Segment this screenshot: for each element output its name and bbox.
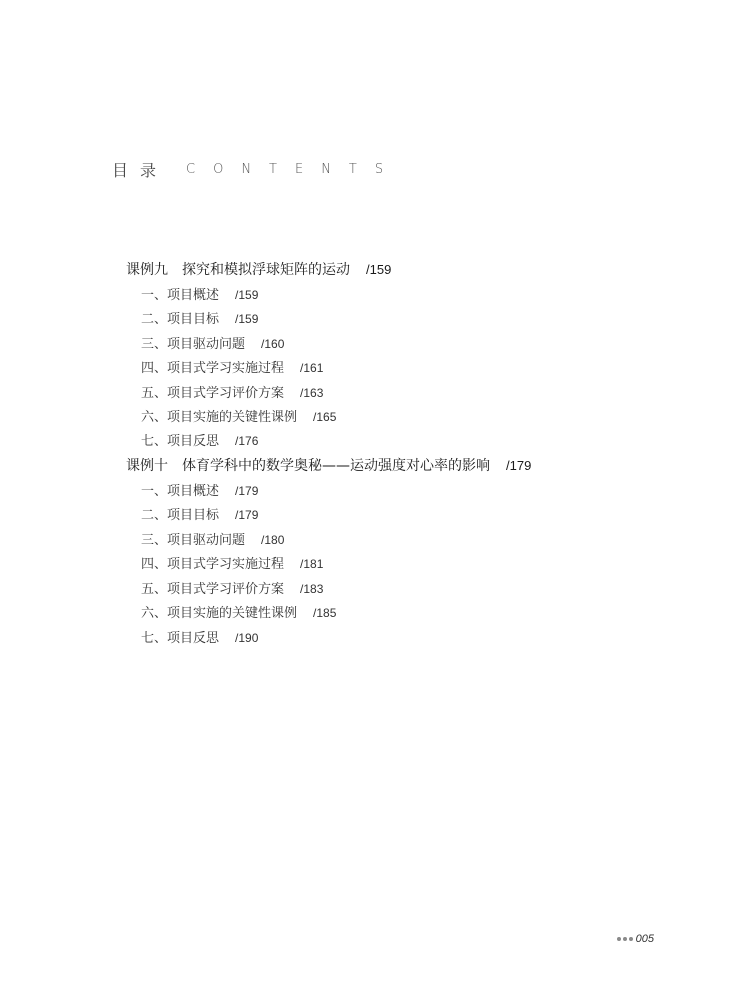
chapter-page-number: /179 [506, 458, 532, 473]
section-title: 二、项目目标 [141, 508, 220, 523]
section-title: 四、项目式学习实施过程 [141, 361, 285, 376]
toc-section-entry[interactable] [141, 358, 323, 378]
section-title: 三、项目驱动问题 [141, 533, 246, 548]
chapter-title: 课例九 探究和模拟浮球矩阵的运动 [126, 262, 350, 278]
chapter-page-number: /159 [366, 262, 392, 277]
toc-chapter-entry[interactable] [126, 260, 391, 280]
section-title: 七、项目反思 [141, 434, 220, 449]
toc-section-entry[interactable] [141, 383, 323, 403]
section-title: 三、项目驱动问题 [141, 337, 246, 352]
section-title: 七、项目反思 [141, 631, 220, 646]
section-page-number: /161 [300, 361, 324, 375]
chapter-title: 课例十 体育学科中的数学奥秘——运动强度对心率的影响 [126, 458, 490, 474]
section-title: 一、项目概述 [141, 288, 220, 303]
toc-section-entry[interactable] [141, 431, 258, 451]
section-page-number: /181 [300, 557, 324, 571]
toc-section-entry[interactable] [141, 309, 258, 329]
toc-title-chinese: 目录 [112, 160, 169, 180]
toc-section-entry[interactable] [141, 334, 284, 354]
section-title: 一、项目概述 [141, 484, 220, 499]
section-title: 四、项目式学习实施过程 [141, 557, 285, 572]
toc-section-entry[interactable] [141, 530, 284, 550]
section-page-number: /183 [300, 582, 324, 596]
section-page-number: /179 [235, 508, 259, 522]
toc-header [112, 158, 401, 180]
section-page-number: /179 [235, 484, 259, 498]
decorative-dots-icon [617, 937, 633, 941]
section-title: 五、项目式学习评价方案 [141, 582, 285, 597]
section-title: 二、项目目标 [141, 312, 220, 327]
toc-section-entry[interactable] [141, 628, 258, 648]
toc-title-english: CONTENTS [186, 161, 402, 177]
toc-chapter-entry[interactable] [126, 456, 531, 476]
section-page-number: /159 [235, 312, 259, 326]
section-page-number: /159 [235, 288, 259, 302]
toc-section-entry[interactable] [141, 505, 258, 525]
section-page-number: /176 [235, 434, 259, 448]
section-page-number: /185 [313, 606, 337, 620]
section-page-number: /163 [300, 386, 324, 400]
page-number: 005 [635, 933, 654, 945]
toc-section-entry[interactable] [141, 554, 323, 574]
toc-section-entry[interactable] [141, 603, 336, 623]
toc-section-entry[interactable] [141, 285, 258, 305]
section-title: 六、项目实施的关键性课例 [141, 606, 298, 621]
section-page-number: /160 [261, 337, 285, 351]
toc-section-entry[interactable] [141, 579, 323, 599]
section-title: 五、项目式学习评价方案 [141, 386, 285, 401]
section-page-number: /180 [261, 533, 285, 547]
section-page-number: /190 [235, 631, 259, 645]
section-title: 六、项目实施的关键性课例 [141, 410, 298, 425]
toc-section-entry[interactable] [141, 407, 336, 427]
toc-section-entry[interactable] [141, 481, 258, 501]
section-page-number: /165 [313, 410, 337, 424]
page-folio [617, 931, 654, 947]
